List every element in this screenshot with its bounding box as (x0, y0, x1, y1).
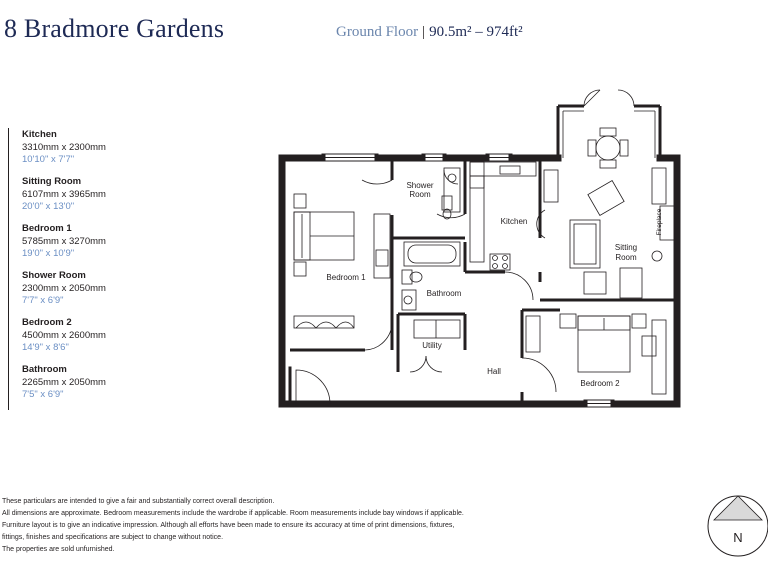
plan-label-fireplace: Fireplace (656, 208, 663, 236)
room-imperial-size: 19'0" x 10'9" (22, 248, 75, 259)
room-name: Bedroom 2 (22, 317, 72, 328)
room-name: Sitting Room (22, 176, 82, 187)
room-metric-size: 2265mm x 2050mm (22, 377, 106, 388)
room-name: Shower Room (22, 270, 86, 281)
disclaimer (2, 496, 562, 556)
plan-label-hall: Hall (487, 367, 501, 376)
bedroom-1-furniture (294, 194, 390, 328)
room-schedule (8, 128, 172, 410)
room-metric-size: 2300mm x 2050mm (22, 283, 106, 294)
plan-label-shower-room: Shower (406, 181, 434, 190)
plan-label-shower-room-2: Room (409, 190, 431, 199)
plan-label-sitting-room: Sitting (614, 243, 638, 252)
room-metric-size: 4500mm x 2600mm (22, 330, 106, 341)
doors (296, 170, 556, 404)
utility-fixtures (414, 320, 460, 338)
compass-north-icon (706, 494, 768, 558)
disclaimer-line: All dimensions are approximate. Bedroom measurements include the wardrobe if applicable. Room measurements include bay windows if applicable. (2, 510, 464, 517)
compass-label: N (733, 530, 743, 545)
room-metric-size: 3310mm x 2300mm (22, 142, 106, 153)
floor-plan (270, 88, 690, 410)
bathroom-fixtures (402, 242, 460, 310)
bay-window (558, 106, 660, 158)
floor-info (336, 24, 523, 41)
room-imperial-size: 20'0" x 13'0" (22, 201, 75, 212)
room-imperial-size: 10'10" x 7'7" (22, 154, 75, 165)
disclaimer-line: These particulars are intended to give a fair and substantially correct overall description. (2, 498, 275, 505)
room-imperial-size: 7'5" x 6'9" (22, 389, 64, 400)
disclaimer-line: Furniture layout is to give an indicative impression. Although all efforts have been made to ensure its accuracy at time of print dimensions, fixtures, (2, 522, 455, 529)
room-entry (22, 316, 172, 354)
plan-label-bathroom: Bathroom (426, 289, 462, 298)
plan-label-bedroom-2: Bedroom 2 (580, 379, 620, 388)
plan-label-kitchen: Kitchen (500, 217, 528, 226)
room-imperial-size: 14'9" x 8'6" (22, 342, 69, 353)
bay-window-frame (563, 90, 655, 158)
room-name: Bedroom 1 (22, 223, 72, 234)
floor-name: Ground Floor (336, 24, 419, 40)
room-metric-size: 5785mm x 3270mm (22, 236, 106, 247)
room-entry (22, 175, 172, 213)
plan-label-bedroom-1: Bedroom 1 (326, 273, 366, 282)
plan-label-utility: Utility (422, 341, 442, 350)
windows (322, 154, 614, 407)
disclaimer-line: fittings, finishes and specifications are subject to change without notice. (2, 534, 224, 541)
room-metric-size: 6107mm x 3965mm (22, 189, 106, 200)
plan-label-sitting-room-2: Room (615, 253, 637, 262)
room-entry (22, 222, 172, 260)
sitting-room-furniture (544, 128, 674, 298)
room-entry (22, 363, 172, 401)
disclaimer-line: The properties are sold unfurnished. (2, 546, 115, 553)
shower-room-fixtures (442, 168, 460, 219)
kitchen-fixtures (470, 162, 536, 270)
room-entry (22, 269, 172, 307)
floor-area: 90.5m² – 974ft² (429, 24, 523, 40)
room-name: Bathroom (22, 364, 67, 375)
property-title: 8 Bradmore Gardens (4, 14, 225, 43)
floor-separator: | (422, 24, 426, 40)
room-imperial-size: 7'7" x 6'9" (22, 295, 64, 306)
room-entry (22, 128, 172, 166)
room-name: Kitchen (22, 129, 57, 140)
